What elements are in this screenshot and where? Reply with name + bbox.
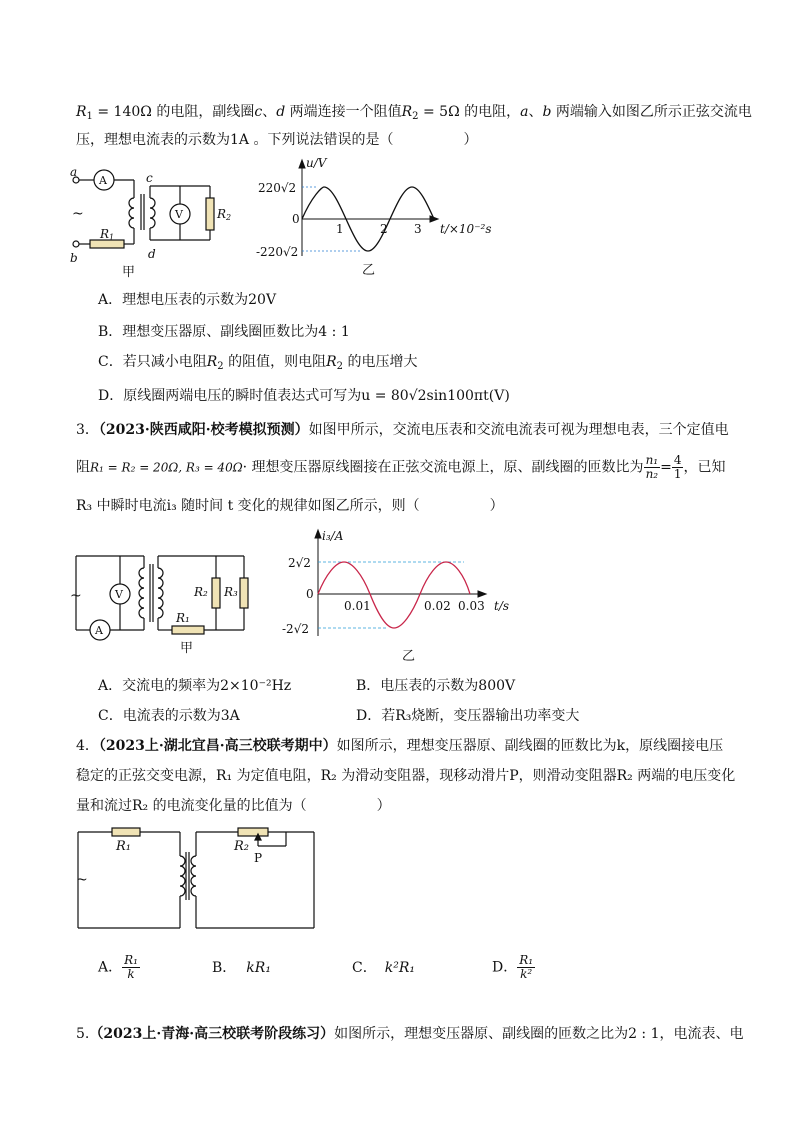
q4-option-b[interactable]: B． kR₁ <box>212 960 271 976</box>
q4-stem-line1: 4．（2023上·湖北宜昌·高三校联考期中）如图所示，理想变压器原、副线圈的匝数比为k，原线圈接电压 <box>76 738 724 754</box>
option-a-fraction: $\frac{\text{R₁}}{k}$ <box>124 953 138 981</box>
q4-option-d[interactable]: D． $\frac{\text{R₁}}{\text{k²}}$ <box>492 953 534 981</box>
q2-stem-line2: 压，理想电流表的示数为1A 。下列说法错误的是（ ） <box>76 132 478 148</box>
figure-caption-jia: 甲 <box>122 265 136 280</box>
ammeter-label: A <box>99 174 107 187</box>
r3-label: R₃ <box>224 585 238 599</box>
origin-label: 0 <box>292 212 300 226</box>
current-sine-curve <box>318 562 470 628</box>
y-axis-label: u/V <box>306 156 327 170</box>
ac-source-symbol: ~ <box>76 872 88 888</box>
ac-source-symbol: ~ <box>72 206 84 222</box>
q5-number: 5. <box>76 1026 90 1042</box>
option-d-fraction: $\frac{\text{R₁}}{\text{k²}}$ <box>519 953 534 981</box>
x-tick-1: 1 <box>336 222 344 236</box>
q2-circuit-diagram <box>68 165 238 280</box>
q3-option-d[interactable]: D．若R₃烧断，变压器输出功率变大 <box>356 708 580 724</box>
r1-label: R₁ <box>116 839 131 854</box>
turns-ratio-fraction: $\frac{\text{n₁}}{\text{n₂}}$ <box>645 453 659 481</box>
q2-stem-line1: $R_1 = 140\Omega$ 的电阻，副线圈c、d 两端连接一个阻值$R_2 = 5\Omega$ 的电阻，a、b 两端输入如图乙所示正弦交流电 <box>76 104 752 122</box>
y-min-label: -220√2 <box>256 245 299 259</box>
figure-caption-jia: 甲 <box>180 641 194 656</box>
figure-caption-yi: 乙 <box>362 263 376 278</box>
q4-option-a[interactable]: A． $\frac{\text{R₁}}{k}$ <box>98 953 138 981</box>
x-tick-3: 3 <box>414 222 422 236</box>
q4-stem-line3: 量和流过R₂ 的电流变化量的比值为（ ） <box>76 798 391 814</box>
q2-option-a[interactable]: A．理想电压表的示数为20V <box>98 292 277 308</box>
r2-label: R₂ <box>194 585 208 599</box>
q3-stem-line3: R₃ 中瞬时电流i₃ 随时间 t 变化的规律如图乙所示，则（ ） <box>76 498 504 514</box>
y-axis-label: i₃/A <box>322 529 344 543</box>
q4-stem-line2: 稳定的正弦交变电源，R₁ 为定值电阻，R₂ 为滑动变阻器，现移动滑片P，则滑动变阻器R₂ 两端的电压变化 <box>76 768 736 784</box>
q3-option-c[interactable]: C．电流表的示数为3A <box>98 708 240 724</box>
q4-source: （2023上·湖北宜昌·高三校联考期中） <box>98 738 337 754</box>
r1-label: R1 <box>100 227 115 242</box>
origin-label: 0 <box>306 587 314 601</box>
q2-option-b[interactable]: B．理想变压器原、副线圈匝数比为4 : 1 <box>98 324 350 340</box>
x-axis-label: t/s <box>494 599 510 613</box>
x-tick-2: 0.02 <box>424 599 451 613</box>
terminal-b-label: b <box>70 251 78 265</box>
q4-option-c[interactable]: C． k²R₁ <box>352 960 415 976</box>
terminal-a-label: a <box>70 165 78 179</box>
voltmeter-label: V <box>175 208 183 221</box>
q3-circuit-diagram <box>68 548 268 660</box>
x-tick-1: 0.01 <box>344 599 371 613</box>
q4-circuit-diagram <box>74 822 324 934</box>
voltmeter-label: V <box>115 588 123 601</box>
q2-voltage-graph <box>256 156 496 278</box>
q3-source: （2023·陕西咸阳·校考模拟预测） <box>98 422 309 438</box>
q3-number: 3． <box>76 422 99 438</box>
q3-current-graph <box>282 524 542 668</box>
q3-stem-line2: 阻R₁ = R₂ = 20Ω, R₃ = 40Ω· 理想变压器原线圈接在正弦交流电源上，原、副线圈的匝数比为 $\frac{\text{n₁}}{\text{n₂}}$ = $\frac{4}{1}$ ，已知 <box>76 453 726 481</box>
q2-option-c[interactable]: C．若只减小电阻$R_2$ 的阻值，则电阻$R_2$ 的电压增大 <box>98 354 418 372</box>
y-max-label: 2√2 <box>288 556 311 570</box>
q4-number: 4． <box>76 738 99 754</box>
y-min-label: -2√2 <box>282 622 309 636</box>
terminal-d-label: d <box>148 247 156 261</box>
x-tick-2: 2 <box>380 222 388 236</box>
q5-source: （2023上·青海·高三校联考阶段练习） <box>89 1026 335 1042</box>
slider-p-label: P <box>254 851 263 865</box>
q3-stem-line1: 3．（2023·陕西咸阳·校考模拟预测）如图甲所示，交流电压表和交流电流表可视为理想电表，三个定值电 <box>76 422 729 438</box>
terminal-c-label: c <box>146 171 153 185</box>
ratio-value-fraction: $\frac{4}{1}$ <box>673 453 682 481</box>
r1-label: R₁ <box>176 611 190 625</box>
r2-label: R2 <box>217 207 232 222</box>
ammeter-label: A <box>95 624 103 637</box>
r2-label: R₂ <box>234 839 249 854</box>
q3-option-b[interactable]: B．电压表的示数为800V <box>356 678 516 694</box>
x-axis-label: t/×10⁻²s <box>440 222 492 236</box>
y-max-label: 220√2 <box>258 181 297 195</box>
ac-source-symbol: ~ <box>70 588 82 604</box>
figure-caption-yi: 乙 <box>402 649 416 664</box>
x-tick-3: 0.03 <box>458 599 485 613</box>
q5-stem-line1: 5.（2023上·青海·高三校联考阶段练习）如图所示，理想变压器原、副线圈的匝数之比为2 : 1，电流表、电 <box>76 1026 744 1042</box>
q3-option-a[interactable]: A．交流电的频率为2×10⁻²Hz <box>98 678 292 694</box>
q2-option-d[interactable]: D．原线圈两端电压的瞬时值表达式可写为u = 80√2sin100πt(V) <box>98 388 510 404</box>
